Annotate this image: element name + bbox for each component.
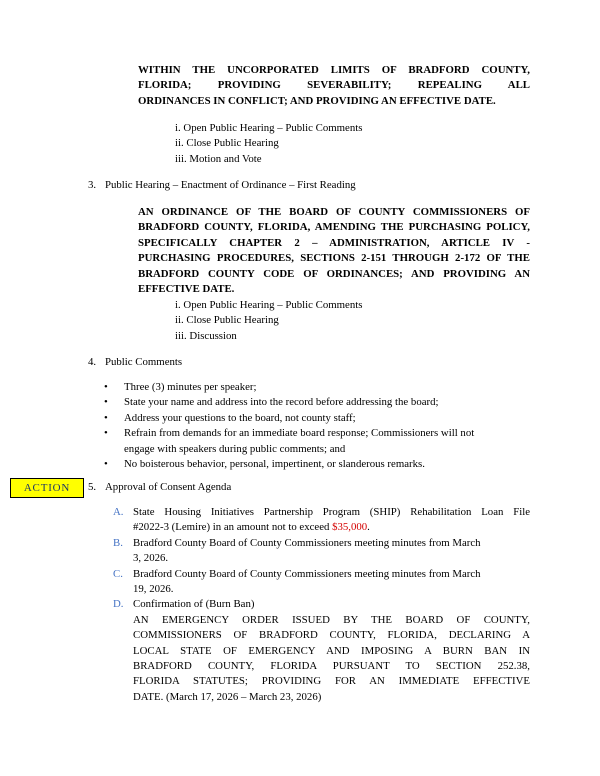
bullet-spacer [104,442,124,457]
rule-item [104,395,474,410]
paragraph-line: DATE. (March 17, 2026 – March 23, 2026) [133,690,322,703]
rule-text: engage with speakers during public comments; and [124,442,346,455]
consent-agenda-list [113,505,530,705]
loan-amount: $35,000 [332,521,368,534]
hearing-step: iii. Discussion [175,329,237,342]
rule-text: No boisterous behavior, personal, impertinent, or slanderous remarks. [124,458,425,471]
hearing-steps-list-2 [175,298,362,344]
public-comment-rules-list [104,380,474,472]
ordinance-2-title [138,205,530,297]
hearing-step: i. Open Public Hearing – Public Comments [175,299,363,311]
consent-item-d [113,597,530,705]
paragraph-line: BRADFORD COUNTY, FLORIDA PURSUANT TO SECTION 252.38, [133,660,530,673]
hearing-steps-list-1 [175,121,362,167]
paragraph-line: SPECIFICALLY CHAPTER 2 – ADMINISTRATION, ARTICLE IV - [138,236,530,249]
agenda-item-5 [88,480,231,495]
agenda-item-label: Public Hearing – Enactment of Ordinance – First Reading [105,179,356,191]
consent-a-period: . [367,521,370,534]
rule-item-continuation [104,442,474,457]
agenda-item-4 [88,355,182,370]
paragraph-line: WITHIN THE UNCORPORATED LIMITS OF BRADFORD COUNTY, [138,64,530,76]
paragraph-line: FLORIDA STATUTES; PROVIDING FOR AN IMMEDIATE EFFECTIVE [133,675,530,688]
consent-item-body [133,505,530,536]
agenda-item-3 [88,178,356,193]
hearing-step: ii. Close Public Hearing [175,137,279,150]
paragraph-line: COMMISSIONERS OF BRADFORD COUNTY, FLORIDA, DECLARING A [133,629,530,642]
bullet-icon: • [104,396,108,409]
consent-item-letter: D. [113,598,124,611]
consent-item-line: 19, 2026. [133,583,174,596]
hearing-step: ii. Close Public Hearing [175,314,279,327]
paragraph-line: AN EMERGENCY ORDER ISSUED BY THE BOARD OF COUNTY, [133,613,530,626]
bullet-icon: • [104,427,108,440]
rule-text: Refrain from demands for an immediate board response; Commissioners will not [124,427,475,440]
rule-item [104,426,474,441]
bullet-icon: • [104,381,108,393]
consent-item-b [113,536,530,567]
consent-item-c [113,567,530,598]
consent-item-letter: A. [113,506,124,518]
agenda-item-number: 3. [88,179,97,191]
paragraph-line: BRADFORD COUNTY, FLORIDA, AMENDING THE PURCHASING POLICY, [138,221,530,234]
consent-a-text: #2022-3 (Lemire) in an amount not to exceed [133,521,333,534]
paragraph-line: ORDINANCES IN CONFLICT; AND PROVIDING AN EFFECTIVE DATE. [138,94,496,107]
action-badge-label: ACTION [23,482,71,494]
bullet-icon: • [104,458,108,471]
consent-item-letter: B. [113,536,123,549]
agenda-item-number: 4. [88,356,97,368]
consent-item-line [133,520,530,535]
consent-item-a [113,505,530,536]
agenda-item-label: Approval of Consent Agenda [105,481,232,493]
consent-item-line: 3, 2026. [133,552,169,565]
rule-text: Three (3) minutes per speaker; [124,381,257,393]
rule-item [104,411,474,426]
hearing-step: iii. Motion and Vote [175,152,262,165]
paragraph-line: PURCHASING PROCEDURES, SECTIONS 2-151 THROUGH 2-172 OF THE [138,252,530,265]
rule-text: Address your questions to the board, not county staff; [124,411,356,424]
consent-item-line: Bradford County Board of County Commissioners meeting minutes from March [133,567,481,580]
consent-item-body [133,597,530,705]
paragraph-line: BRADFORD COUNTY CODE OF ORDINANCES; AND PROVIDING AN [138,267,530,280]
consent-item-line: Bradford County Board of County Commissioners meeting minutes from March [133,536,481,549]
consent-item-line: Confirmation of (Burn Ban) [133,598,255,611]
paragraph-line: LOCAL STATE OF EMERGENCY AND IMPOSING A BURN BAN IN [133,644,530,657]
rule-text: State your name and address into the record before addressing the board; [124,396,439,409]
bullet-icon: • [104,411,108,424]
consent-item-body [133,567,530,598]
paragraph-line: EFFECTIVE DATE. [138,283,235,296]
hearing-step: i. Open Public Hearing – Public Comments [175,122,363,134]
consent-item-line: State Housing Initiatives Partnership Program (SHIP) Rehabilitation Loan File [133,506,530,518]
agenda-item-label: Public Comments [105,356,183,368]
paragraph-line: FLORIDA; PROVIDING SEVERABILITY; REPEALING ALL [138,79,530,92]
emergency-order-paragraph [133,613,530,705]
agenda-item-number: 5. [88,481,97,493]
rule-item [104,380,474,395]
action-badge [10,478,84,498]
rule-item [104,457,474,472]
paragraph-line: AN ORDINANCE OF THE BOARD OF COUNTY COMMISSIONERS OF [138,206,530,218]
consent-item-letter: C. [113,567,123,580]
ordinance-title-continuation [138,63,530,109]
consent-item-body [133,536,530,567]
